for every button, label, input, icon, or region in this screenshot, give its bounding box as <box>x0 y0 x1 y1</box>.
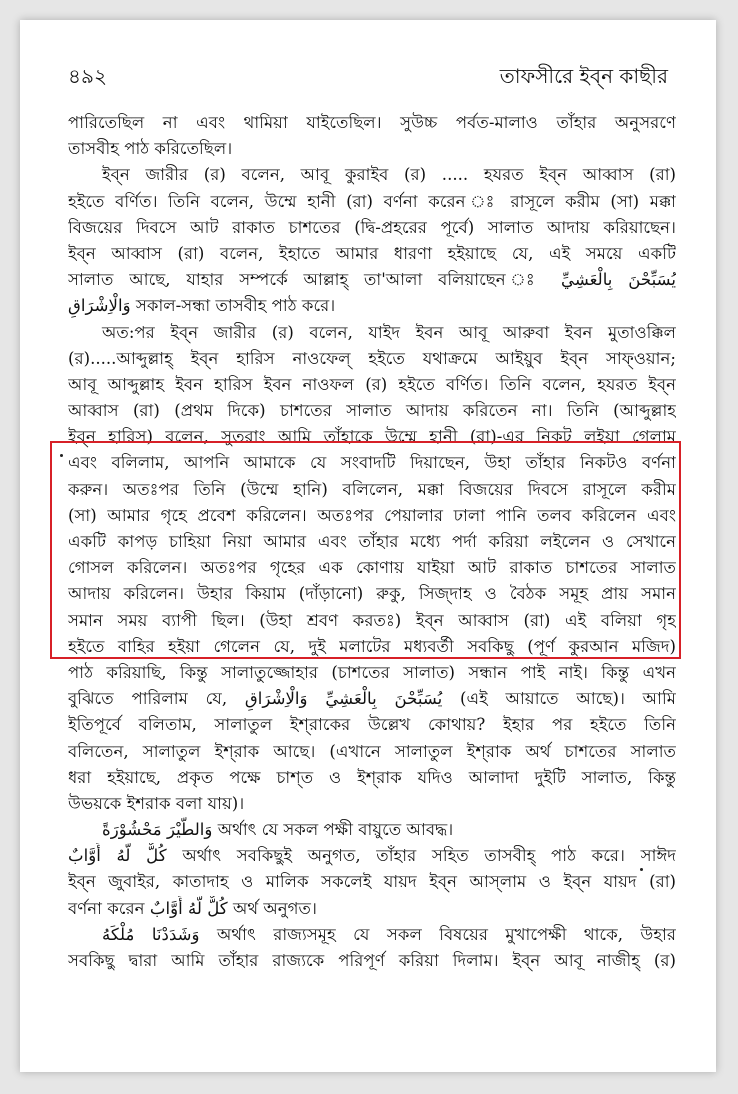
text-line: ইব্‌ন জারীর (র) বলেন, আবূ কুরাইব (র) ..... হযরত ইব্‌ন আব্বাস (রা) <box>102 165 676 185</box>
text-line: (র).....আব্দুল্লাহ্ ইব্‌ন হারিস নাওফেল্ হইতে যথাক্রমে আইয়ুব ইব্‌ন সাফ্‌ওয়ান; <box>68 348 676 368</box>
text-line: বুঝিতে পারিলাম যে, يُسَبِّحْنَ بِالْعَشِيِّ وَالْاِشْرَاقِ (এই আয়াতে আছে)। আমি <box>68 689 676 709</box>
text-line: উভয়কে ইশরাক বলা যায়)। <box>68 793 245 813</box>
text-line: আদায় করিলেন। উহার কিয়াম (দাঁড়ানো) রুকু, সিজ্‌দাহ ও বৈঠক সমূহ প্রায় সমান <box>68 584 676 604</box>
text-line: كُلٌّ لَّهُ أَوَّابٌ অর্থাৎ সবকিছুই অনুগত, তাঁহার সহিত তাসবীহ্ পাঠ করে। সাঈদ <box>68 846 676 866</box>
text-line: ইতিপূর্বে বলিতাম, সালাতুল ইশ্‌রাকের উল্লেখ কোথায়? ইহার পর হইতে তিনি <box>68 715 676 735</box>
text-line: অত:পর ইব্‌ন জারীর (র) বলেন, যাইদ ইবন আবূ আরুবা ইবন মুতাওক্কিল <box>102 322 676 342</box>
text-line: ইব্‌ন হারিস) বলেন, সুতরাং আমি তাঁহাকে উম্মে হানী (রা)-এর নিকট লইয়া গেলাম <box>68 427 676 447</box>
text-line: এবং বলিলাম, আপনি আমাকে যে সংবাদটি দিয়াছেন, উহা তাঁহার নিকটও বর্ণনা <box>68 453 676 473</box>
text-line: ধরা হইয়াছে, প্রকৃত পক্ষে চাশ্‌ত ও ইশ্‌রাক যদিও আলাদা দুইটি সালাত, কিন্তু <box>68 767 676 787</box>
text-line: বিজয়ের দিবসে আট রাকাত চাশতের (দ্বি-প্রহরের পূর্বে) সালাত আদায় করিয়াছেন। <box>68 217 676 237</box>
text-line: ইব্‌ন জুবাইর, কাতাদাহ ও মালিক সকলেই যায়দ ইব্‌ন আস্‌লাম ও ইব্‌ন যায়দ (রা) <box>68 872 676 892</box>
page-number: ৪৯২ <box>68 64 107 88</box>
text-line: (সা) আমার গৃহে প্রবেশ করিলেন। অতঃপর পেয়ালার ঢালা পানি তলব করিলেন এবং <box>68 505 676 525</box>
body-text <box>68 110 676 974</box>
text-line: তাসবীহ পাঠ করিতেছিল। <box>68 139 233 159</box>
text-line: করুন। অতঃপর তিনি (উম্মে হানি) বলিলেন, মক্কা বিজয়ের দিবসে রাসূলে করীম <box>68 479 676 499</box>
text-line: সমান সময় ব্যাপী ছিল। (উহা শ্রবণ করতঃ) ইব্‌ন আব্বাস (রা) এই বলিয়া গৃহ <box>68 610 676 630</box>
text-line: হইতে বাহির হইয়া গেলেন যে, দুই মলাটের মধ্যবর্তী সবকিছু (পূর্ণ কুরআন মজিদ) <box>68 636 676 656</box>
text-line: وَشَدَدْنَا مُلْكَهُ অর্থাৎ রাজ্যসমূহ যে সকল বিষয়ের মুখাপেক্ষী থাকে, উহার <box>102 924 676 944</box>
text-line: আব্বাস (রা) (প্রথম দিকে) চাশতের সালাত আদায় করিতেন না। তিনি (আব্দুল্লাহ <box>68 401 676 421</box>
text-line: হইতে বর্ণিত। তিনি বলেন, উম্মে হানী (রা) বর্ণনা করেন ঃ রাসূলে করীম (সা) মক্কা <box>68 191 676 211</box>
page-header <box>68 62 668 92</box>
scan-speck <box>640 868 643 871</box>
text-line: পাঠ করিয়াছি, কিন্তু সালাতুজ্জোহার (চাশতের সালাত) সন্ধান পাই নাই। কিন্তু এখন <box>68 662 676 682</box>
book-title: তাফসীরে ইব্‌ন কাছীর <box>499 64 668 88</box>
text-line: পারিতেছিল না এবং থামিয়া যাইতেছিল। সুউচ্চ পর্বত-মালাও তাঁহার অনুসরণে <box>68 113 676 132</box>
text-line: গোসল করিলেন। অতঃপর গৃহের এক কোণায় যাইয়া আট রাকাত চাশতের সালাত <box>68 558 676 578</box>
text-line: সবকিছু দ্বারা আমি তাঁহার রাজ্যকে পরিপূর্ণ করিয়া দিলাম। ইব্‌ন আবূ নাজীহ্ (র) <box>68 951 676 970</box>
scan-speck <box>60 454 63 457</box>
text-line: আবূ আব্দুল্লাহ ইবন হারিস ইবন নাওফল (র) হইতে বর্ণিত। তিনি বলেন, হযরত ইব্‌ন <box>68 374 676 394</box>
text-line: وَالْاِشْرَاقِ সকাল-সন্ধা তাসবীহ পাঠ করে। <box>68 296 336 316</box>
text-line: একটি কাপড় চাহিয়া নিয়া আমার এবং তাঁহার মধ্যে পর্দা করিয়া লইলেন ও সেখানে <box>68 532 676 551</box>
text-line: وَالطَّيْرَ مَحْشُوْرَةً অর্থাৎ যে সকল পক্ষী বায়ুতে আবদ্ধ। <box>102 820 454 840</box>
text-line: বর্ণনা করেন كُلٌّ لَّهُ أَوَّابٌ অর্থ অনুগত। <box>68 898 317 918</box>
text-line: সালাত আছে, যাহার সম্পর্কে আল্লাহ্ তা'আলা বলিয়াছেন ঃ يُسَبِّحْنَ بِالْعَشِيِّ <box>68 270 676 290</box>
book-page <box>20 20 716 1072</box>
text-line: বলিতেন, সালাতুল ইশ্‌রাক আছে। (এখানে সালাতুল ইশ্‌রাক অর্থ চাশতের সালাত <box>68 741 676 761</box>
text-line: ইব্‌ন আব্বাস (রা) বলেন, ইহাতে আমার ধারণা হইয়াছে যে, এই সময়ে একটি <box>68 243 676 263</box>
